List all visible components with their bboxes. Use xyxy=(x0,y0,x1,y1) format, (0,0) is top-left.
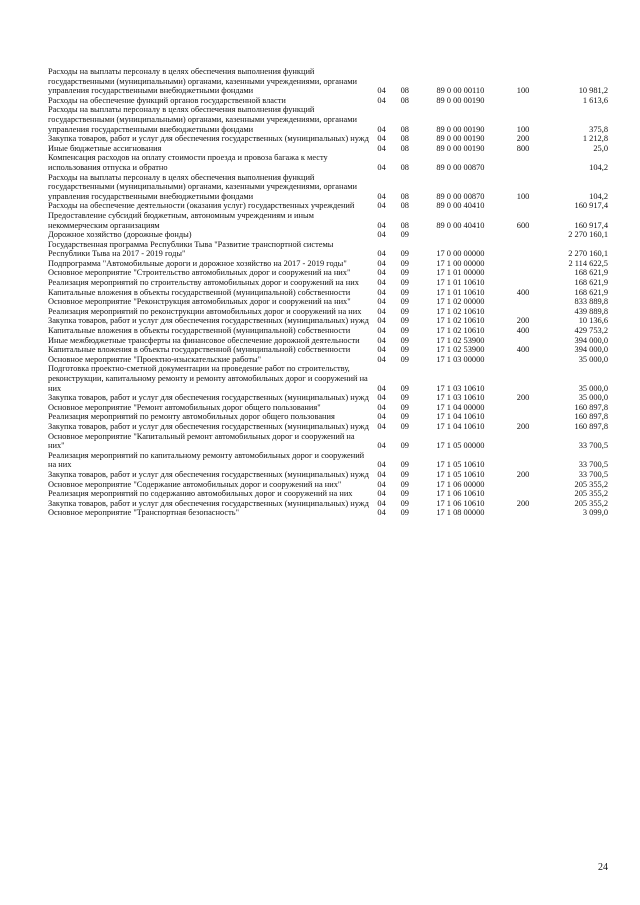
row-section-code: 04 xyxy=(377,316,386,326)
table-row xyxy=(48,412,608,422)
row-section-code: 04 xyxy=(377,412,386,422)
row-section-code: 04 xyxy=(377,489,386,499)
row-amount: 35 000,0 xyxy=(578,393,608,403)
table-row xyxy=(48,489,608,499)
row-expense-type xyxy=(505,278,541,288)
row-target-article: 17 1 08 00000 xyxy=(436,508,485,518)
row-expense-type xyxy=(505,432,541,451)
row-subsection-code: 09 xyxy=(400,489,409,499)
row-target-article: 89 0 00 40410 xyxy=(436,220,485,230)
row-subsection-code: 09 xyxy=(400,287,409,297)
row-section-code: 04 xyxy=(377,441,386,451)
row-amount: 168 621,9 xyxy=(574,287,608,297)
row-subsection-code: 09 xyxy=(400,354,409,364)
row-expense-type: 100 xyxy=(516,191,530,201)
table-row xyxy=(48,153,608,172)
row-name: Капитальные вложения в объекты государственной (муниципальной) собственности xyxy=(48,326,351,336)
row-target-article: 89 0 00 00870 xyxy=(436,162,485,172)
row-expense-type xyxy=(505,268,541,278)
row-amount: 375,8 xyxy=(589,124,608,134)
row-section-code: 04 xyxy=(377,297,386,307)
row-target-article: 17 1 02 10610 xyxy=(436,316,485,326)
row-subsection-code: 08 xyxy=(400,95,409,105)
row-target-article: 17 1 05 10610 xyxy=(436,460,485,470)
row-name: Расходы на обеспечение функций органов государственной власти xyxy=(48,95,286,105)
row-subsection-code: 08 xyxy=(400,143,409,153)
row-name: Основное мероприятие "Проектно-изыскательские работы" xyxy=(48,354,262,364)
table-row xyxy=(48,326,608,336)
table-row xyxy=(48,307,608,317)
row-expense-type xyxy=(505,230,541,240)
table-row xyxy=(48,297,608,307)
row-target-article: 89 0 00 00870 xyxy=(436,191,485,201)
row-target-article: 17 1 01 10610 xyxy=(436,287,485,297)
row-subsection-code: 09 xyxy=(400,326,409,336)
row-name: Основное мероприятие "Капитальный ремонт автомобильных дорог и сооружений на них" xyxy=(48,431,355,451)
row-section-code: 04 xyxy=(377,421,386,431)
row-section-code: 04 xyxy=(377,134,386,144)
table-row xyxy=(48,336,608,346)
row-section-code: 04 xyxy=(377,326,386,336)
row-subsection-code: 09 xyxy=(400,412,409,422)
row-target-article: 17 0 00 00000 xyxy=(436,249,485,259)
row-name: Реализация мероприятий по ремонту автомобильных дорог общего пользования xyxy=(48,412,335,422)
row-target-article: 17 1 00 00000 xyxy=(436,258,485,268)
row-target-article: 17 1 02 53900 xyxy=(436,335,485,345)
row-name: Подготовка проектно-сметной документации на проведение работ по строительству, реконструкции, капитальному ремонту и ремонту автомобильных дорог и сооружений на них xyxy=(48,364,368,393)
row-name: Закупка товаров, работ и услуг для обеспечения государственных (муниципальных) нужд xyxy=(48,393,369,403)
row-target-article: 17 1 03 00000 xyxy=(436,354,485,364)
row-name: Дорожное хозяйство (дорожные фонды) xyxy=(48,230,192,240)
row-name: Основное мероприятие "Реконструкция автомобильных дорог и сооружений на них" xyxy=(48,297,351,307)
table-row xyxy=(48,278,608,288)
row-section-code: 04 xyxy=(377,479,386,489)
row-name: Расходы на выплаты персоналу в целях обеспечения выполнения функций государственными (муниципальными) органами, казенными учреждениями, органами управления государственными внебюджетными фондами xyxy=(48,67,357,96)
row-target-article: 17 1 06 10610 xyxy=(436,489,485,499)
row-target-article: 17 1 04 00000 xyxy=(436,402,485,412)
row-expense-type xyxy=(505,412,541,422)
row-target-article: 17 1 02 00000 xyxy=(436,297,485,307)
row-name: Государственная программа Республики Тыва "Развитие транспортной системы Республики Тыва на 2017 - 2019 годы" xyxy=(48,239,334,259)
row-subsection-code: 08 xyxy=(400,86,409,96)
row-subsection-code: 09 xyxy=(400,421,409,431)
row-name: Закупка товаров, работ и услуг для обеспечения государственных (муниципальных) нужд xyxy=(48,316,369,326)
row-expense-type xyxy=(505,307,541,317)
row-amount: 10 136,6 xyxy=(578,316,608,326)
row-name: Реализация мероприятий по капитальному ремонту автомобильных дорог и сооружений на них xyxy=(48,450,365,470)
table-row xyxy=(48,393,608,403)
table-row xyxy=(48,268,608,278)
row-target-article: 17 1 04 10610 xyxy=(436,421,485,431)
row-amount: 25,0 xyxy=(593,143,608,153)
row-name: Расходы на выплаты персоналу в целях обеспечения выполнения функций государственными (муниципальными) органами, казенными учреждениями, органами управления государственными внебюджетными фондами xyxy=(48,105,357,134)
row-section-code: 04 xyxy=(377,201,386,211)
table-row xyxy=(48,288,608,298)
row-amount: 168 621,9 xyxy=(574,268,608,278)
row-amount: 1 613,6 xyxy=(582,95,608,105)
row-target-article: 89 0 00 00190 xyxy=(436,124,485,134)
table-row xyxy=(48,480,608,490)
row-name: Основное мероприятие "Содержание автомобильных дорог и сооружений на них" xyxy=(48,479,342,489)
row-target-article: 17 1 02 10610 xyxy=(436,326,485,336)
row-expense-type xyxy=(505,489,541,499)
row-section-code: 04 xyxy=(377,258,386,268)
row-amount: 394 000,0 xyxy=(574,345,608,355)
row-amount: 35 000,0 xyxy=(578,383,608,393)
row-name: Подпрограмма "Автомобильные дороги и дорожное хозяйство на 2017 - 2019 годы" xyxy=(48,258,347,268)
budget-table-body xyxy=(48,67,608,518)
row-section-code: 04 xyxy=(377,86,386,96)
row-expense-type xyxy=(505,451,541,470)
row-target-article: 89 0 00 00190 xyxy=(436,143,485,153)
row-expense-type: 200 xyxy=(516,393,530,403)
row-name: Закупка товаров, работ и услуг для обеспечения государственных (муниципальных) нужд xyxy=(48,469,369,479)
row-name: Иные межбюджетные трансферты на финансовое обеспечение дорожной деятельности xyxy=(48,335,360,345)
row-section-code: 04 xyxy=(377,460,386,470)
row-subsection-code: 08 xyxy=(400,124,409,134)
row-expense-type xyxy=(505,403,541,413)
row-amount: 439 889,8 xyxy=(574,306,608,316)
row-expense-type: 200 xyxy=(516,134,530,144)
table-row xyxy=(48,470,608,480)
row-target-article: 89 0 00 00190 xyxy=(436,95,485,105)
row-subsection-code: 09 xyxy=(400,345,409,355)
row-amount: 205 355,2 xyxy=(574,479,608,489)
row-subsection-code: 09 xyxy=(400,469,409,479)
row-name: Основное мероприятие "Ремонт автомобильных дорог общего пользования" xyxy=(48,402,321,412)
table-row xyxy=(48,508,608,518)
row-subsection-code: 09 xyxy=(400,460,409,470)
row-expense-type: 400 xyxy=(516,345,530,355)
table-row xyxy=(48,422,608,432)
row-section-code: 04 xyxy=(377,230,386,240)
row-target-article: 17 1 06 00000 xyxy=(436,479,485,489)
row-amount: 833 889,8 xyxy=(574,297,608,307)
row-target-article: 17 1 05 10610 xyxy=(436,469,485,479)
row-amount: 10 981,2 xyxy=(578,86,608,96)
table-row xyxy=(48,134,608,144)
table-row xyxy=(48,201,608,211)
row-amount: 160 917,4 xyxy=(574,201,608,211)
row-section-code: 04 xyxy=(377,393,386,403)
row-section-code: 04 xyxy=(377,498,386,508)
row-subsection-code: 08 xyxy=(400,134,409,144)
row-expense-type xyxy=(505,364,541,393)
row-name: Реализация мероприятий по содержанию автомобильных дорог и сооружений на них xyxy=(48,489,353,499)
table-row xyxy=(48,173,608,202)
row-expense-type: 600 xyxy=(516,220,530,230)
row-subsection-code: 08 xyxy=(400,191,409,201)
row-section-code: 04 xyxy=(377,124,386,134)
row-amount: 160 917,4 xyxy=(574,220,608,230)
row-amount: 1 212,8 xyxy=(582,134,608,144)
row-name: Расходы на выплаты персоналу в целях обеспечения выполнения функций государственными (муниципальными) органами, казенными учреждениями, органами управления государственными внебюджетными фондами xyxy=(48,172,357,201)
row-amount: 205 355,2 xyxy=(574,498,608,508)
row-expense-type xyxy=(505,480,541,490)
row-section-code: 04 xyxy=(377,469,386,479)
row-subsection-code: 09 xyxy=(400,383,409,393)
row-name: Реализация мероприятий по реконструкции автомобильных дорог и сооружений на них xyxy=(48,306,362,316)
row-expense-type xyxy=(505,336,541,346)
row-name: Расходы на обеспечение деятельности (оказания услуг) государственных учреждений xyxy=(48,201,355,211)
row-amount: 160 897,8 xyxy=(574,412,608,422)
row-section-code: 04 xyxy=(377,268,386,278)
row-section-code: 04 xyxy=(377,508,386,518)
row-name: Капитальные вложения в объекты государственной (муниципальной) собственности xyxy=(48,345,351,355)
row-subsection-code: 09 xyxy=(400,393,409,403)
row-name: Закупка товаров, работ и услуг для обеспечения государственных (муниципальных) нужд xyxy=(48,134,369,144)
row-target-article: 17 1 06 10610 xyxy=(436,498,485,508)
row-section-code: 04 xyxy=(377,287,386,297)
table-row xyxy=(48,316,608,326)
row-expense-type xyxy=(505,259,541,269)
table-row xyxy=(48,230,608,240)
row-section-code: 04 xyxy=(377,402,386,412)
row-target-article: 17 1 03 10610 xyxy=(436,383,485,393)
row-subsection-code: 09 xyxy=(400,249,409,259)
row-subsection-code: 09 xyxy=(400,306,409,316)
row-section-code: 04 xyxy=(377,191,386,201)
row-target-article xyxy=(416,230,505,240)
budget-table xyxy=(48,67,608,518)
table-row xyxy=(48,259,608,269)
row-name: Основное мероприятие "Транспортная безопасность" xyxy=(48,508,240,518)
row-target-article: 17 1 04 10610 xyxy=(436,412,485,422)
row-expense-type: 100 xyxy=(516,124,530,134)
row-target-article: 17 1 01 10610 xyxy=(436,278,485,288)
row-name: Иные бюджетные ассигнования xyxy=(48,143,162,153)
row-name: Закупка товаров, работ и услуг для обеспечения государственных (муниципальных) нужд xyxy=(48,498,369,508)
row-amount: 2 270 160,1 xyxy=(568,249,608,259)
row-amount: 160 897,8 xyxy=(574,421,608,431)
row-expense-type: 800 xyxy=(516,143,530,153)
row-amount: 168 621,9 xyxy=(574,278,608,288)
row-name: Предоставление субсидий бюджетным, автономным учреждениям и иным некоммерческим организациям xyxy=(48,210,314,230)
table-row xyxy=(48,355,608,365)
row-target-article: 17 1 02 53900 xyxy=(436,345,485,355)
row-subsection-code: 09 xyxy=(400,441,409,451)
row-amount: 2 114 622,5 xyxy=(568,258,608,268)
table-row xyxy=(48,364,608,393)
table-row xyxy=(48,403,608,413)
row-section-code: 04 xyxy=(377,162,386,172)
row-section-code: 04 xyxy=(377,335,386,345)
row-expense-type xyxy=(505,201,541,211)
row-subsection-code: 09 xyxy=(400,316,409,326)
row-target-article: 17 1 01 00000 xyxy=(436,268,485,278)
table-row xyxy=(48,105,608,134)
row-target-article: 17 1 02 10610 xyxy=(436,306,485,316)
row-name: Реализация мероприятий по строительству автомобильных дорог и сооружений на них xyxy=(48,278,359,288)
row-section-code: 04 xyxy=(377,249,386,259)
row-target-article: 17 1 05 00000 xyxy=(436,441,485,451)
row-name: Компенсация расходов на оплату стоимости проезда и провоза багажа к месту использования отпуска и обратно xyxy=(48,153,328,172)
row-expense-type: 200 xyxy=(516,469,530,479)
row-expense-type xyxy=(505,153,541,172)
row-subsection-code: 08 xyxy=(400,162,409,172)
row-amount: 33 700,5 xyxy=(578,469,608,479)
table-row xyxy=(48,96,608,106)
row-expense-type: 400 xyxy=(516,326,530,336)
row-amount: 394 000,0 xyxy=(574,335,608,345)
row-expense-type: 200 xyxy=(516,316,530,326)
row-section-code: 04 xyxy=(377,383,386,393)
row-expense-type xyxy=(505,355,541,365)
row-subsection-code: 09 xyxy=(400,278,409,288)
row-section-code: 04 xyxy=(377,220,386,230)
row-name: Закупка товаров, работ и услуг для обеспечения государственных (муниципальных) нужд xyxy=(48,421,369,431)
row-subsection-code: 08 xyxy=(400,220,409,230)
row-subsection-code: 09 xyxy=(400,508,409,518)
row-target-article: 89 0 00 00110 xyxy=(436,86,485,96)
row-subsection-code: 09 xyxy=(400,297,409,307)
table-row xyxy=(48,67,608,96)
row-target-article: 17 1 03 10610 xyxy=(436,393,485,403)
row-expense-type xyxy=(505,508,541,518)
row-amount: 33 700,5 xyxy=(578,441,608,451)
row-section-code: 04 xyxy=(377,354,386,364)
row-expense-type xyxy=(505,240,541,259)
row-expense-type xyxy=(505,96,541,106)
row-amount: 2 270 160,1 xyxy=(568,230,608,240)
row-subsection-code: 08 xyxy=(400,201,409,211)
row-subsection-code: 09 xyxy=(400,268,409,278)
row-name: Капитальные вложения в объекты государственной (муниципальной) собственности xyxy=(48,287,351,297)
table-row xyxy=(48,211,608,230)
row-amount: 205 355,2 xyxy=(574,489,608,499)
row-expense-type: 200 xyxy=(516,421,530,431)
row-name: Основное мероприятие "Строительство автомобильных дорог и сооружений на них" xyxy=(48,268,351,278)
row-target-article: 89 0 00 00190 xyxy=(436,134,485,144)
row-subsection-code: 09 xyxy=(400,402,409,412)
row-expense-type: 200 xyxy=(516,498,530,508)
table-row xyxy=(48,432,608,451)
row-subsection-code: 09 xyxy=(400,479,409,489)
row-amount: 160 897,8 xyxy=(574,402,608,412)
row-amount: 104,2 xyxy=(589,191,608,201)
row-expense-type: 400 xyxy=(516,287,530,297)
row-target-article: 89 0 00 40410 xyxy=(436,201,485,211)
row-amount: 429 753,2 xyxy=(574,326,608,336)
row-section-code: 04 xyxy=(377,95,386,105)
page-number: 24 xyxy=(598,862,608,873)
row-amount: 104,2 xyxy=(589,162,608,172)
table-row xyxy=(48,144,608,154)
row-expense-type: 100 xyxy=(516,86,530,96)
row-subsection-code: 09 xyxy=(400,335,409,345)
row-subsection-code: 09 xyxy=(400,258,409,268)
row-subsection-code: 09 xyxy=(400,498,409,508)
table-row xyxy=(48,451,608,470)
row-subsection-code: 09 xyxy=(400,230,409,240)
table-row xyxy=(48,499,608,509)
table-row xyxy=(48,240,608,259)
row-amount: 35 000,0 xyxy=(578,354,608,364)
row-section-code: 04 xyxy=(377,306,386,316)
row-amount: 33 700,5 xyxy=(578,460,608,470)
row-expense-type xyxy=(505,297,541,307)
table-row xyxy=(48,345,608,355)
row-amount: 3 099,0 xyxy=(582,508,608,518)
row-section-code: 04 xyxy=(377,278,386,288)
row-section-code: 04 xyxy=(377,345,386,355)
row-section-code: 04 xyxy=(377,143,386,153)
